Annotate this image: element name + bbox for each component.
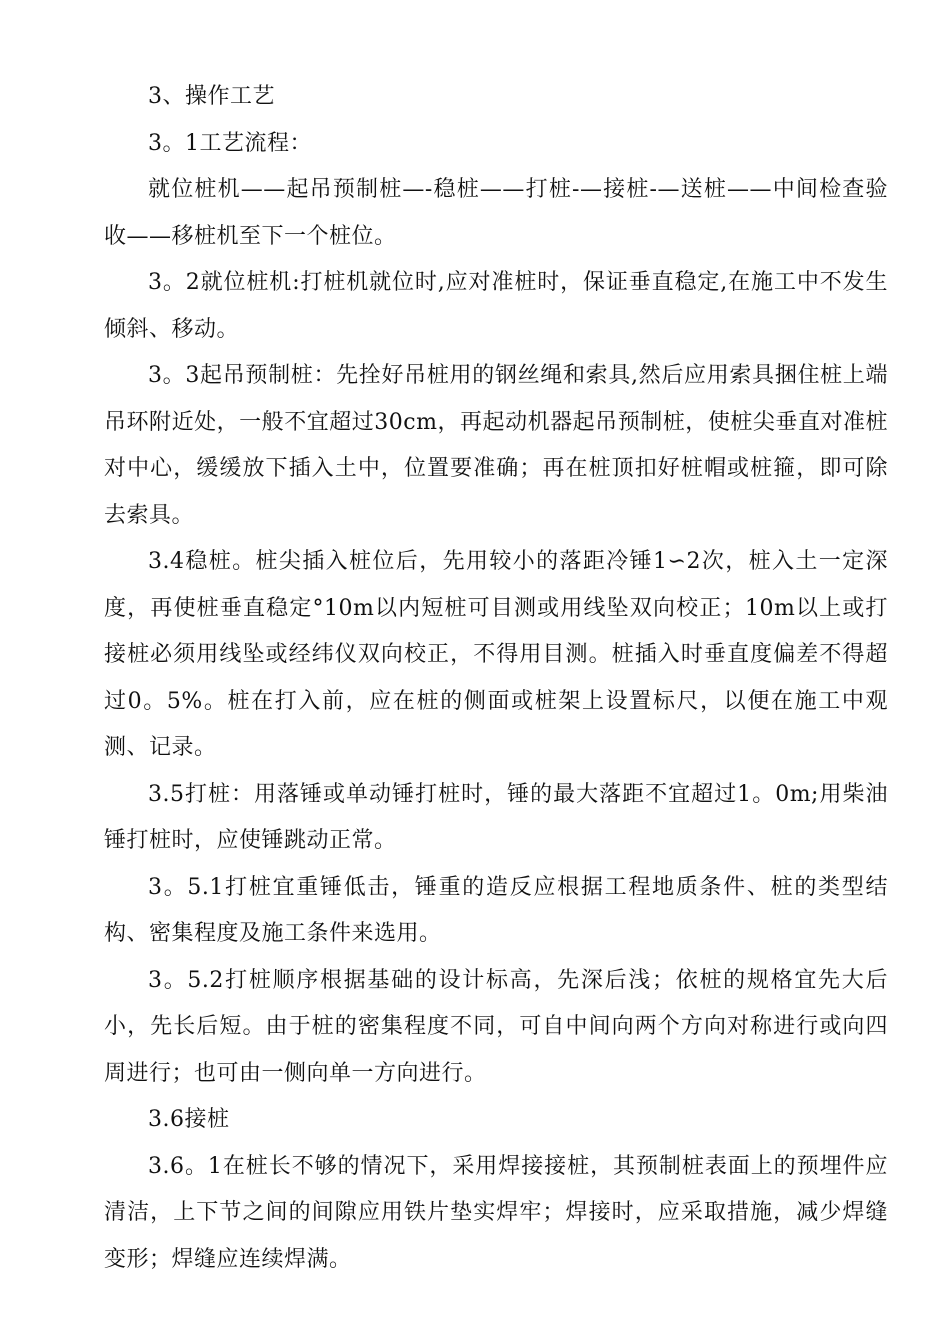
paragraph-heavy-hammer-low-strike: 3。5.1打桩宜重锤低击，锤重的造反应根据工程地质条件、桩的类型结构、密集程度及施工条件来选用。 (104, 874, 888, 946)
section-heading-operation-process: 3、操作工艺 (148, 84, 275, 109)
paragraph-welded-splicing: 3.6。1在桩长不够的情况下，采用焊接接桩，其预制桩表面上的预埋件应清洁，上下节之间的间隙应用铁片垫实焊牢；焊接时，应采取措施，减少焊缝变形；焊缝应连续焊满。 (104, 1153, 888, 1272)
paragraph-pile-driving: 3.5打桩：用落锤或单动锤打桩时，锤的最大落距不宜超过1。0m;用柴油锤打桩时，应使锤跳动正常。 (104, 781, 888, 853)
paragraph-driving-sequence: 3。5.2打桩顺序根据基础的设计标高，先深后浅；依桩的规格宜先大后小，先长后短。由于桩的密集程度不同，可自中间向两个方向对称进行或向四周进行；也可由一侧向单一方向进行。 (104, 967, 888, 1086)
paragraph-process-flow: 就位桩机——起吊预制桩—-稳桩——打桩-—接桩-—送桩——中间检查验收——移桩机至下一个桩位。 (104, 177, 888, 249)
paragraph-pile-machine-positioning: 3。2就位桩机:打桩机就位时,应对准桩时，保证垂直稳定,在施工中不发生倾斜、移动。 (104, 270, 888, 342)
document-page (104, 74, 888, 1283)
paragraph-stabilizing-pile: 3.4稳桩。桩尖插入桩位后，先用较小的落距冷锤1∽2次，桩入土一定深度，再使桩垂直稳定°10m以内短桩可目测或用线坠双向校正；10m以上或打接桩必须用线坠或经纬仪双向校正，不得用目测。桩插入时垂直度偏差不得超过0。5%。桩在打入前，应在桩的侧面或桩架上设置标尺，以便在施工中观测、记录。 (104, 549, 888, 760)
paragraph-lifting-precast-pile: 3。3起吊预制桩：先拴好吊桩用的钢丝绳和索具,然后应用索具捆住桩上端吊环附近处，一般不宜超过30cm，再起动机器起吊预制桩，使桩尖垂直对准桩对中心，缓缓放下插入土中，位置要准确；再在桩顶扣好桩帽或桩箍，即可除去索具。 (104, 363, 888, 528)
subsection-heading-process-flow: 3。1工艺流程： (148, 130, 312, 156)
subsection-heading-pile-splicing: 3.6接桩 (148, 1107, 230, 1132)
